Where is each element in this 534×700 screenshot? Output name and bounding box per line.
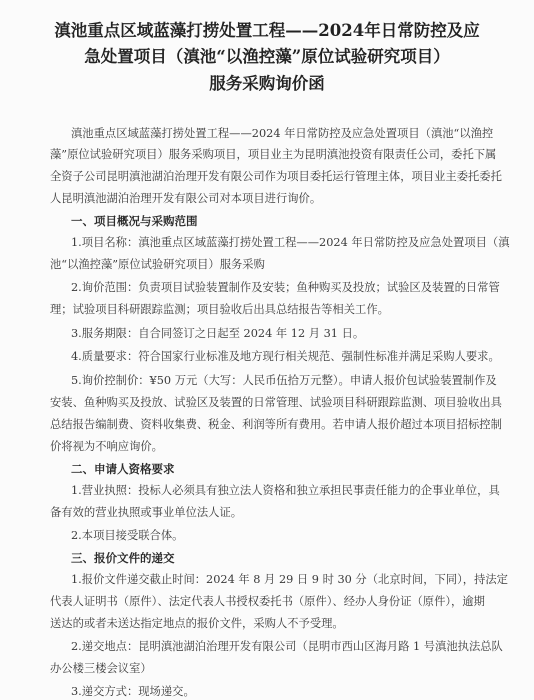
section-heading-submission: 三、报价文件的递交 [71, 551, 175, 565]
intro-line: 全资子公司昆明滇池湖泊治理开发有限公司作为项目委托运行管理主体，项目业主委托委托 [50, 170, 502, 183]
document-title-line-1: 滇池重点区域蓝藻打捞处置工程——2024年日常防控及应 [54, 21, 480, 40]
submission-deadline-line: 送达的或者未送达指定地点的报价文件，采购人不予受理。 [50, 617, 344, 630]
project-name-line: 池“以渔控藻”原位试验研究项目）服务采购 [50, 258, 265, 271]
section-heading-qualification: 二、申请人资格要求 [71, 462, 175, 476]
submission-location-line: 2.递交地点：昆明滇池湖泊治理开发有限公司（昆明市西山区海月路 1 号滇池执法总队 [71, 640, 503, 653]
project-name-line: 1.项目名称：滇池重点区域蓝藻打捞处置工程——2024 年日常防控及应急处置项目（滇 [71, 236, 510, 249]
intro-line: 藻”原位试验研究项目）服务采购项目，项目业主为昆明滇池投资有限责任公司，委托下属 [50, 148, 497, 161]
document-title-line-2: 急处置项目（滇池“以渔控藻”原位试验研究项目） [84, 47, 450, 66]
control-price-line: 5.询价控制价：¥50 万元（大写：人民币伍拾万元整）。申请人报价包试验装置制作及 [71, 374, 497, 387]
submission-location-line: 办公楼三楼会议室） [50, 662, 152, 675]
control-price-line: 安装、鱼种购买及投放、试验区及装置的日常管理、试验项目科研跟踪监测、项目验收出具 [50, 396, 502, 409]
intro-line: 滇池重点区域蓝藻打捞处置工程——2024 年日常防控及应急处置项目（滇池“以渔控 [71, 127, 494, 140]
control-price-line: 价将视为不响应询价。 [50, 440, 163, 453]
submission-deadline-line: 代表人证明书（原件）、法定代表人书授权委托书（原件）、经办人身份证（原件），逾期 [50, 595, 485, 608]
submission-deadline-line: 1.报价文件递交截止时间：2024 年 8 月 29 日 9 时 30 分（北京时间，下同），持法定 [71, 573, 508, 586]
service-period-line: 3.服务期限：自合同签订之日起至 2024 年 12 月 31 日。 [71, 327, 365, 340]
inquiry-scope-line: 2.询价范围：负责项目试验装置制作及安装；鱼种购买及投放；试验区及装置的日常管 [71, 281, 500, 294]
quality-requirement-line: 4.质量要求：符合国家行业标准及地方现行相关规范、强制性标准并满足采购人要求。 [71, 350, 500, 363]
submission-method-line: 3.递交方式：现场递交。 [71, 685, 195, 698]
document-title-line-3: 服务采购询价函 [209, 74, 325, 93]
section-heading-scope: 一、项目概况与采购范围 [71, 214, 198, 228]
business-license-line: 1.营业执照：投标人必须具有独立法人资格和独立承担民事责任能力的企事业单位，具 [71, 484, 500, 497]
business-license-line: 备有效的营业执照或事业单位法人证。 [50, 506, 243, 519]
consortium-line: 2.本项目接受联合体。 [71, 529, 184, 542]
intro-line: 人昆明滇池湖泊治理开发有限公司对本项目进行询价。 [50, 192, 322, 205]
inquiry-scope-line: 理；试验项目科研跟踪监测；项目验收后出具总结报告等相关工作。 [50, 303, 389, 316]
control-price-line: 总结报告编制费、资料收集费、税金、利润等所有费用。若申请人报价超过本项目招标控制 [50, 418, 502, 431]
